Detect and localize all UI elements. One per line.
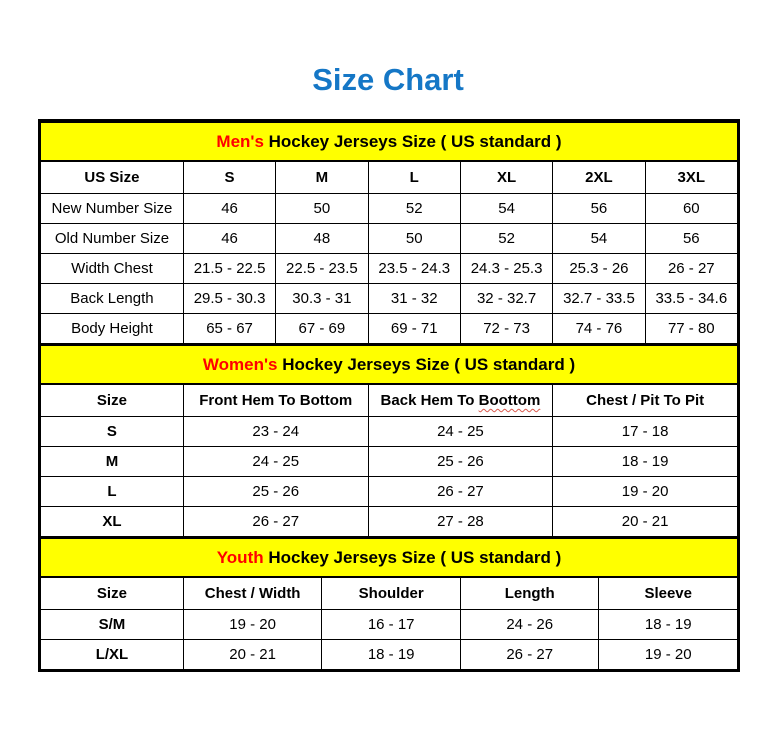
cell: 26 - 27: [368, 477, 553, 507]
column-header: Size: [41, 384, 184, 417]
cell: 65 - 67: [183, 314, 275, 344]
table-row: [41, 447, 738, 477]
cell: 31 - 32: [368, 284, 460, 314]
cell: 19 - 20: [599, 640, 738, 670]
cell: 54: [460, 194, 552, 224]
cell: 24 - 25: [368, 417, 553, 447]
cell: 56: [553, 194, 645, 224]
column-header: S: [183, 161, 275, 194]
section-band-mens: [41, 122, 738, 161]
column-header: Chest / Pit To Pit: [553, 384, 738, 417]
cell: 50: [276, 194, 368, 224]
cell: 23.5 - 24.3: [368, 254, 460, 284]
cell: 26 - 27: [645, 254, 737, 284]
column-header: Shoulder: [322, 577, 461, 610]
cell: 19 - 20: [553, 477, 738, 507]
table-row: [41, 610, 738, 640]
cell: 24.3 - 25.3: [460, 254, 552, 284]
cell: 27 - 28: [368, 507, 553, 537]
cell: 23 - 24: [183, 417, 368, 447]
cell: 25 - 26: [368, 447, 553, 477]
cell: 54: [553, 224, 645, 254]
row-label: L/XL: [41, 640, 184, 670]
cell: 30.3 - 31: [276, 284, 368, 314]
cell: 77 - 80: [645, 314, 737, 344]
cell: 21.5 - 22.5: [183, 254, 275, 284]
cell: 20 - 21: [553, 507, 738, 537]
table-row: [41, 417, 738, 447]
cell: 50: [368, 224, 460, 254]
band-text: Hockey Jerseys Size ( US standard ): [263, 131, 562, 151]
cell: 22.5 - 23.5: [276, 254, 368, 284]
row-label: New Number Size: [41, 194, 184, 224]
cell: 18 - 19: [322, 640, 461, 670]
cell: 25 - 26: [183, 477, 368, 507]
column-header: M: [276, 161, 368, 194]
table-row: [41, 224, 738, 254]
column-header: L: [368, 161, 460, 194]
cell: 16 - 17: [322, 610, 461, 640]
section-band-row: [41, 345, 738, 384]
band-highlight: Men's: [216, 131, 264, 151]
cell: 56: [645, 224, 737, 254]
row-label: S/M: [41, 610, 184, 640]
cell: 67 - 69: [276, 314, 368, 344]
column-header: US Size: [41, 161, 184, 194]
page-title: Size Chart: [312, 62, 464, 97]
size-tables: [38, 119, 740, 672]
cell: 20 - 21: [183, 640, 322, 670]
cell: 25.3 - 26: [553, 254, 645, 284]
section-band-row: [41, 538, 738, 577]
band-highlight: Women's: [202, 354, 278, 374]
column-header: XL: [460, 161, 552, 194]
band-highlight: Youth: [216, 547, 264, 567]
section-band-row: [41, 122, 738, 161]
row-label: Body Height: [41, 314, 184, 344]
cell: 33.5 - 34.6: [645, 284, 737, 314]
column-header: 2XL: [553, 161, 645, 194]
table-row: [41, 194, 738, 224]
row-label: XL: [41, 507, 184, 537]
cell: 74 - 76: [553, 314, 645, 344]
cell: 46: [183, 224, 275, 254]
cell: 52: [368, 194, 460, 224]
column-header: Length: [460, 577, 599, 610]
cell: 32 - 32.7: [460, 284, 552, 314]
table-row: [41, 640, 738, 670]
cell: 24 - 26: [460, 610, 599, 640]
column-header: Back Hem To Boottom: [368, 384, 553, 417]
row-label: S: [41, 417, 184, 447]
table-row: [41, 314, 738, 344]
row-label: Old Number Size: [41, 224, 184, 254]
column-header: 3XL: [645, 161, 737, 194]
header-row: [41, 161, 738, 194]
row-label: Back Length: [41, 284, 184, 314]
cell: 24 - 25: [183, 447, 368, 477]
header-row: [41, 577, 738, 610]
size-table-womens: [40, 344, 738, 537]
cell: 19 - 20: [183, 610, 322, 640]
cell: 48: [276, 224, 368, 254]
column-header: Size: [41, 577, 184, 610]
header-row: [41, 384, 738, 417]
column-header: Sleeve: [599, 577, 738, 610]
size-table-youth: [40, 537, 738, 670]
section-band-womens: [41, 345, 738, 384]
row-label: L: [41, 477, 184, 507]
cell: 26 - 27: [460, 640, 599, 670]
band-text: Hockey Jerseys Size ( US standard ): [263, 547, 562, 567]
cell: 69 - 71: [368, 314, 460, 344]
table-row: [41, 507, 738, 537]
section-band-youth: [41, 538, 738, 577]
table-row: [41, 477, 738, 507]
table-row: [41, 284, 738, 314]
row-label: M: [41, 447, 184, 477]
cell: 18 - 19: [599, 610, 738, 640]
cell: 52: [460, 224, 552, 254]
band-text: Hockey Jerseys Size ( US standard ): [277, 354, 576, 374]
cell: 26 - 27: [183, 507, 368, 537]
cell: 32.7 - 33.5: [553, 284, 645, 314]
table-row: [41, 254, 738, 284]
column-header: Chest / Width: [183, 577, 322, 610]
cell: 46: [183, 194, 275, 224]
misspelled-word: Boottom: [478, 392, 541, 409]
column-header: Front Hem To Bottom: [183, 384, 368, 417]
cell: 17 - 18: [553, 417, 738, 447]
cell: 60: [645, 194, 737, 224]
row-label: Width Chest: [41, 254, 184, 284]
cell: 18 - 19: [553, 447, 738, 477]
cell: 72 - 73: [460, 314, 552, 344]
cell: 29.5 - 30.3: [183, 284, 275, 314]
size-table-mens: [40, 121, 738, 344]
